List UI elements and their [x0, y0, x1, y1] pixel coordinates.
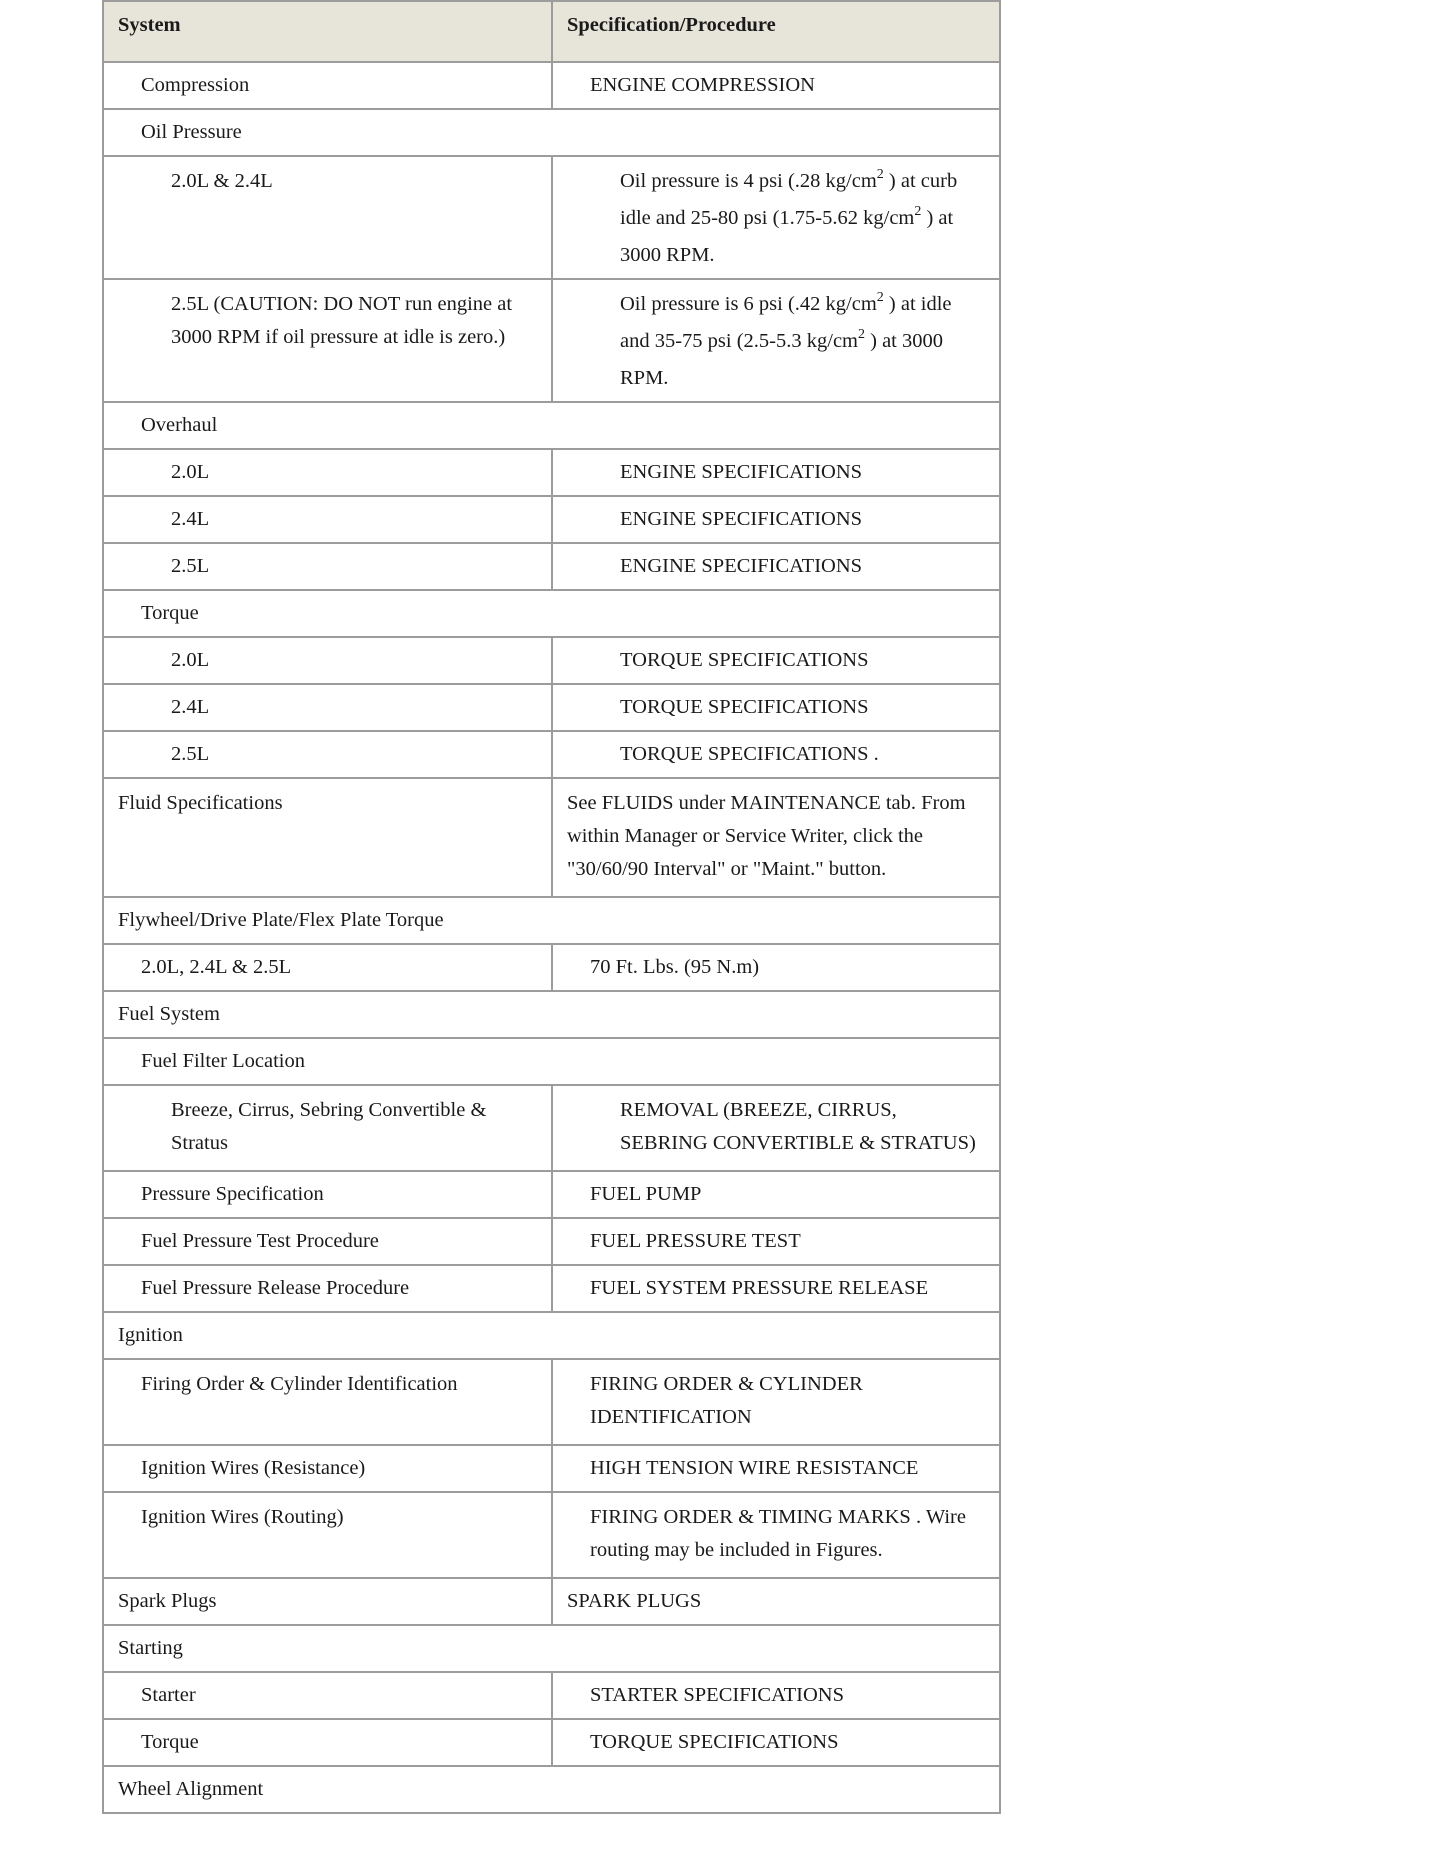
- table-row: [103, 1672, 1000, 1719]
- table-row: [103, 1038, 1000, 1085]
- system-cell: 2.0L, 2.4L & 2.5L: [103, 944, 552, 991]
- spec-link[interactable]: REMOVAL (BREEZE, CIRRUS, SEBRING CONVERTIBLE & STRATUS): [552, 1085, 1000, 1171]
- spec-link[interactable]: TORQUE SPECIFICATIONS: [552, 637, 1000, 684]
- table-row: [103, 1766, 1000, 1813]
- system-cell: Starter: [103, 1672, 552, 1719]
- table-row: [103, 543, 1000, 590]
- spec-link[interactable]: FUEL PRESSURE TEST: [552, 1218, 1000, 1265]
- spec-link[interactable]: TORQUE SPECIFICATIONS .: [552, 731, 1000, 778]
- table-row: [103, 156, 1000, 279]
- system-cell: 2.4L: [103, 496, 552, 543]
- table-row: [103, 1085, 1000, 1171]
- spec-link[interactable]: TORQUE SPECIFICATIONS: [552, 684, 1000, 731]
- table-row: [103, 279, 1000, 402]
- section-heading-cell: Oil Pressure: [103, 109, 1000, 156]
- system-cell: 2.0L: [103, 449, 552, 496]
- spec-link[interactable]: FIRING ORDER & TIMING MARKS . Wire routing may be included in Figures.: [552, 1492, 1000, 1578]
- section-heading-cell: Overhaul: [103, 402, 1000, 449]
- section-heading-cell: Starting: [103, 1625, 1000, 1672]
- system-cell: Spark Plugs: [103, 1578, 552, 1625]
- table-row: [103, 62, 1000, 109]
- spec-cell: Oil pressure is 4 psi (.28 $kg/cm^2$ ) at curb idle and 25-80 psi (1.75-5.62 $kg/cm^2$ ) at 3000 RPM.: [552, 156, 1000, 279]
- spec-link[interactable]: ENGINE SPECIFICATIONS: [552, 449, 1000, 496]
- table-row: [103, 590, 1000, 637]
- system-cell: Torque: [103, 1719, 552, 1766]
- table-row: [103, 1719, 1000, 1766]
- table-row: [103, 1312, 1000, 1359]
- spec-link[interactable]: ENGINE SPECIFICATIONS: [552, 496, 1000, 543]
- table-row: [103, 109, 1000, 156]
- table-row: [103, 944, 1000, 991]
- table-row: [103, 1359, 1000, 1445]
- table-row: [103, 778, 1000, 897]
- system-cell: 2.5L: [103, 543, 552, 590]
- system-cell: 2.0L & 2.4L: [103, 156, 552, 279]
- table-row: [103, 496, 1000, 543]
- table-row: [103, 449, 1000, 496]
- system-cell: Firing Order & Cylinder Identification: [103, 1359, 552, 1445]
- system-cell: 2.5L: [103, 731, 552, 778]
- table-row: [103, 1218, 1000, 1265]
- table-header-row: [103, 1, 1000, 62]
- section-heading-cell: Fuel System: [103, 991, 1000, 1038]
- table-row: [103, 1492, 1000, 1578]
- table-row: [103, 1578, 1000, 1625]
- spec-link[interactable]: FIRING ORDER & CYLINDER IDENTIFICATION: [552, 1359, 1000, 1445]
- column-header-specification: Specification/Procedure: [552, 1, 1000, 62]
- spec-link[interactable]: FUEL PUMP: [552, 1171, 1000, 1218]
- section-heading-cell: Flywheel/Drive Plate/Flex Plate Torque: [103, 897, 1000, 944]
- table-row: [103, 897, 1000, 944]
- spec-link[interactable]: TORQUE SPECIFICATIONS: [552, 1719, 1000, 1766]
- spec-cell: 70 Ft. Lbs. (95 N.m): [552, 944, 1000, 991]
- spec-cell: Oil pressure is 6 psi (.42 $kg/cm^2$ ) at idle and 35-75 psi (2.5-5.3 $kg/cm^2$ ) at 3000 RPM.: [552, 279, 1000, 402]
- system-cell: 2.5L (CAUTION: DO NOT run engine at 3000 RPM if oil pressure at idle is zero.): [103, 279, 552, 402]
- system-cell: Ignition Wires (Routing): [103, 1492, 552, 1578]
- table-row: [103, 1265, 1000, 1312]
- table-row: [103, 731, 1000, 778]
- spec-link[interactable]: STARTER SPECIFICATIONS: [552, 1672, 1000, 1719]
- system-cell: 2.0L: [103, 637, 552, 684]
- spec-link[interactable]: HIGH TENSION WIRE RESISTANCE: [552, 1445, 1000, 1492]
- table-row: [103, 402, 1000, 449]
- specifications-table: [102, 0, 1001, 1814]
- system-cell: Ignition Wires (Resistance): [103, 1445, 552, 1492]
- spec-link[interactable]: FUEL SYSTEM PRESSURE RELEASE: [552, 1265, 1000, 1312]
- section-heading-cell: Ignition: [103, 1312, 1000, 1359]
- section-heading-cell: Fuel Filter Location: [103, 1038, 1000, 1085]
- spec-link[interactable]: ENGINE SPECIFICATIONS: [552, 543, 1000, 590]
- system-cell: Compression: [103, 62, 552, 109]
- section-heading-cell: Wheel Alignment: [103, 1766, 1000, 1813]
- table-row: [103, 1171, 1000, 1218]
- system-cell: Fuel Pressure Release Procedure: [103, 1265, 552, 1312]
- table-row: [103, 1445, 1000, 1492]
- system-cell: Breeze, Cirrus, Sebring Convertible & Stratus: [103, 1085, 552, 1171]
- section-heading-cell: Torque: [103, 590, 1000, 637]
- table-row: [103, 991, 1000, 1038]
- system-cell: Fuel Pressure Test Procedure: [103, 1218, 552, 1265]
- spec-link[interactable]: ENGINE COMPRESSION: [552, 62, 1000, 109]
- spec-cell: See FLUIDS under MAINTENANCE tab. From within Manager or Service Writer, click the "30/60/90 Interval" or "Maint." button.: [552, 778, 1000, 897]
- system-cell: 2.4L: [103, 684, 552, 731]
- table-row: [103, 684, 1000, 731]
- system-cell: Fluid Specifications: [103, 778, 552, 897]
- column-header-system: System: [103, 1, 552, 62]
- table-row: [103, 637, 1000, 684]
- spec-link[interactable]: SPARK PLUGS: [552, 1578, 1000, 1625]
- system-cell: Pressure Specification: [103, 1171, 552, 1218]
- table-row: [103, 1625, 1000, 1672]
